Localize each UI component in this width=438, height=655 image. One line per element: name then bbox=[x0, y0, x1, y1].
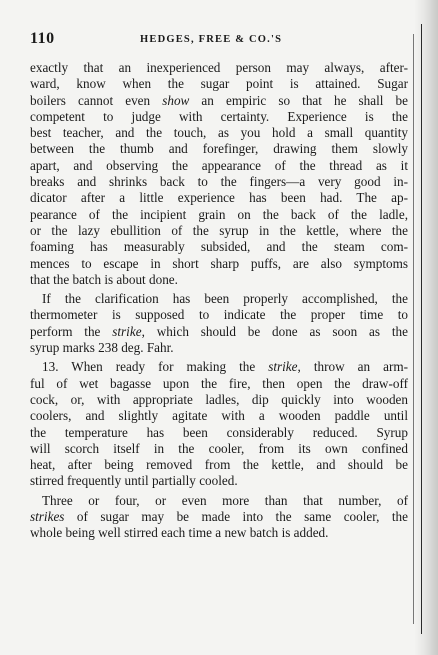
page-gutter-shadow bbox=[414, 0, 438, 655]
text-line: mences to escape in short sharp puffs, are also symptoms bbox=[30, 255, 408, 271]
text-line: boilers cannot even show an empiric so that he shall be bbox=[30, 92, 408, 108]
text-line: strikes of sugar may be made into the same cooler, the bbox=[30, 509, 408, 525]
emphasis-strike: strike bbox=[112, 323, 142, 339]
text-line: stirred frequently until partially cooled. bbox=[30, 473, 238, 489]
text-line: 13. When ready for making the strike, throw an arm- bbox=[42, 359, 408, 375]
text-line: dicator after a little experience has been had. The ap- bbox=[30, 190, 408, 206]
body-text bbox=[30, 60, 408, 542]
page-edge-line bbox=[421, 24, 423, 634]
paragraph-strikes bbox=[30, 493, 408, 542]
text-line: that the batch is about done. bbox=[30, 271, 178, 287]
page-edge-inner-line bbox=[413, 34, 414, 624]
text-line: syrup marks 238 deg. Fahr. bbox=[30, 340, 174, 356]
emphasis-strike: strike bbox=[268, 359, 298, 375]
text-line: apart, and observing the appearance of the thread as it bbox=[30, 157, 408, 173]
emphasis-strikes: strikes bbox=[30, 509, 65, 525]
emphasis-show: show bbox=[162, 92, 190, 108]
text-line: exactly that an inexperienced person may always, after- bbox=[30, 60, 408, 75]
text-line: whole being well stirred each time a new batch is added. bbox=[30, 525, 329, 541]
text-line: breaks and shrinks back to the fingers—a very good in- bbox=[30, 174, 408, 190]
text-line: heat, after being removed from the kettle, and should be bbox=[30, 457, 408, 473]
page-number: 110 bbox=[30, 30, 55, 47]
paragraph-clarification bbox=[30, 291, 408, 356]
running-head: HEDGES, FREE & CO.'S bbox=[140, 34, 283, 45]
text-line: perform the strike, which should be done as soon as the bbox=[30, 323, 408, 339]
text-line: pearance of the incipient grain on the back of the ladle, bbox=[30, 206, 408, 222]
page-header bbox=[30, 30, 408, 50]
text-line: or the lazy ebullition of the syrup in the kettle, where the bbox=[30, 222, 408, 238]
text-line: Three or four, or even more than that number, of bbox=[42, 492, 408, 508]
text-line: cock, or, with appropriate ladles, dip quickly into wooden bbox=[30, 391, 408, 407]
text-line: will scorch itself in the cooler, from its own confined bbox=[30, 440, 408, 456]
text-line: best teacher, and the touch, as you hold a small quantity bbox=[30, 125, 408, 141]
text-line: If the clarification has been properly accomplished, the bbox=[42, 291, 408, 307]
text-line: foaming has measurably subsided, and the steam com- bbox=[30, 239, 408, 255]
paragraph-sugar-point bbox=[30, 60, 408, 288]
text-line: ward, know when the sugar point is attained. Sugar bbox=[30, 76, 408, 92]
paragraph-13 bbox=[30, 359, 408, 489]
text-line: thermometer is supposed to indicate the proper time to bbox=[30, 307, 408, 323]
text-line: coolers, and slightly agitate with a wooden paddle until bbox=[30, 408, 408, 424]
text-line: between the thumb and forefinger, drawing them slowly bbox=[30, 141, 408, 157]
text-line: the temperature has been considerably reduced. Syrup bbox=[30, 424, 408, 440]
text-line: ful of wet bagasse upon the fire, then open the draw-off bbox=[30, 375, 408, 391]
text-line: competent to judge with certainty. Experience is the bbox=[30, 108, 408, 124]
